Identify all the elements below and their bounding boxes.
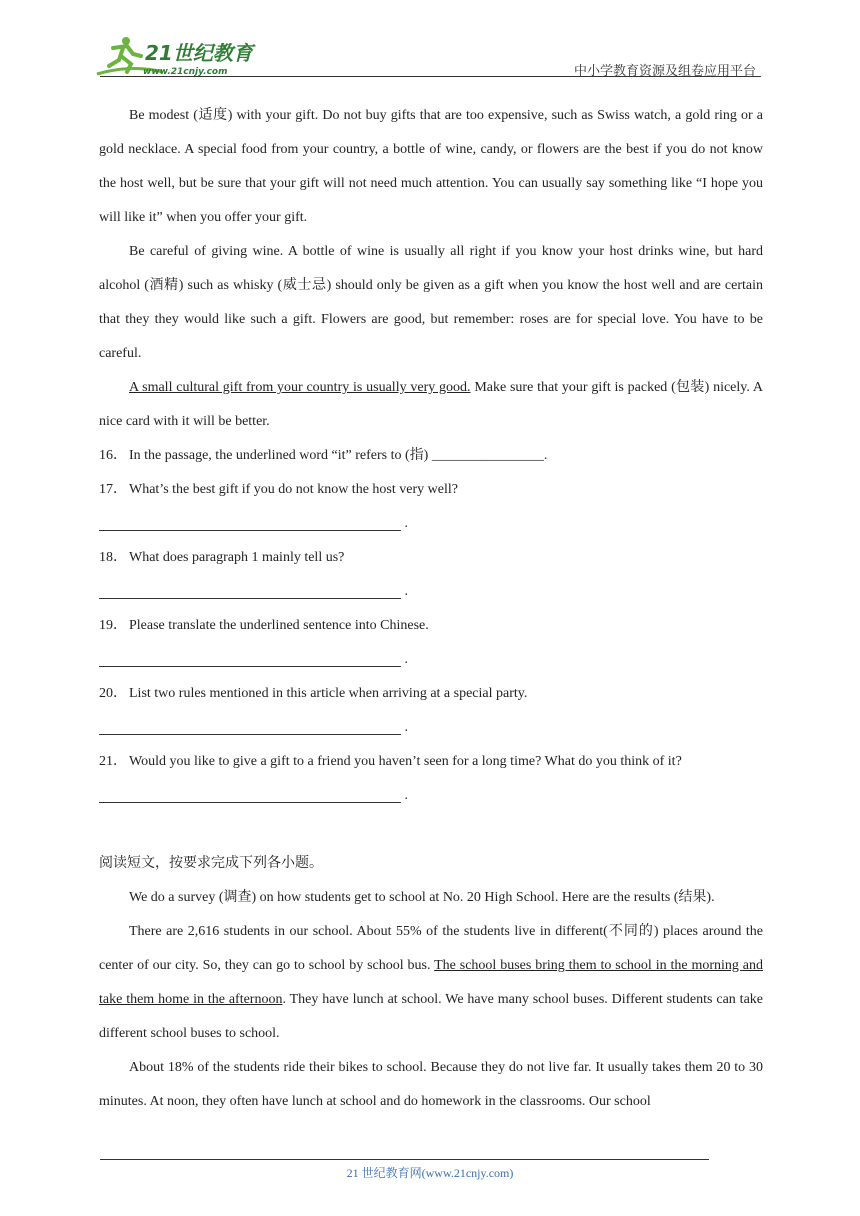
underlined-sentence-2: The school buses bring them to school in the morning and take them home in the afternoon (99, 958, 764, 1007)
passage1-paragraph-1: Be modest (适度) with your gift. Do not buy gifts that are too expensive, such as Swiss watch, a gold ring or a gold necklace. A special food from your country, a bottle of wine, candy, or flowers are the best if you do not know the host well, but be sure that your gift will not need much attention. You can usually say something like “I hope you will like it” when you offer your gift. (99, 108, 763, 225)
logo-21cnjy (93, 34, 263, 78)
paragraph-3-rest: Make sure that your gift is packed (包装) nicely. A nice card with it will be better. (99, 380, 763, 429)
question-21: 21． Would you like to give a gift to a friend you haven’t seen for a long time? What do you think of it? (99, 754, 682, 769)
passage2-paragraph-2: There are 2,616 students in our school. About 55% of the students live in different(不同的) places around the center of our city. So, they can go to school by school bus. The school buses bring them to school in the morning and take them home in the afternoon. They have lunch at school. We have many school buses. Different students can take different school buses to school. (99, 924, 764, 1041)
answer-line-21[interactable]: . (99, 779, 763, 813)
page-header (0, 0, 860, 80)
underlined-sentence: A small cultural gift from your country is usually very good. (129, 380, 471, 395)
svg-text:21世纪教育: 21世纪教育 (145, 41, 253, 65)
answer-line-20[interactable]: . (99, 711, 763, 745)
answer-line-18[interactable]: . (99, 575, 763, 609)
svg-text:www.21cnjy.com: www.21cnjy.com (143, 67, 228, 77)
passage2-paragraph-1: We do a survey (调查) on how students get to school at No. 20 High School. Here are the results (结果). (129, 890, 715, 905)
passage1-paragraph-3 (99, 371, 763, 439)
question-18: 18． What does paragraph 1 mainly tell us? (99, 550, 345, 565)
question-16: 16． In the passage, the underlined word “it” refers to (指) ________________. (99, 448, 548, 463)
answer-line-19[interactable]: . (99, 643, 763, 677)
footer-divider (100, 1159, 709, 1160)
question-20: 20． List two rules mentioned in this article when arriving at a special party. (99, 686, 528, 701)
footer-text: 21 世纪教育网(www.21cnjy.com) (346, 1166, 514, 1180)
section-spacer (99, 813, 763, 847)
passage1-paragraph-2: Be careful of giving wine. A bottle of wine is usually all right if you know your host drinks wine, but hard alcohol (酒精) such as whisky (威士忌) should only be given as a gift when you know the host well and are certain that they they would like such a gift. Flowers are good, but remember: roses are for special love. You have to be careful. (99, 244, 763, 361)
passage2-paragraph-3: About 18% of the students ride their bikes to school. Because they do not live far. It usually takes them 20 to 30 minutes. At noon, they often have lunch at school and do homework in the classrooms. Our school (99, 1060, 763, 1109)
question-19: 19． Please translate the underlined sentence into Chinese. (99, 618, 429, 633)
answer-line-17[interactable]: . (99, 507, 763, 541)
section2-instruction: 阅读短文，按要求完成下列各小题。 (99, 856, 323, 871)
document-body (99, 99, 763, 1119)
header-divider (100, 76, 761, 77)
header-platform-text: 中小学教育资源及组卷应用平台 (573, 63, 756, 78)
question-17: 17． What’s the best gift if you do not know the host very well? (99, 482, 458, 497)
